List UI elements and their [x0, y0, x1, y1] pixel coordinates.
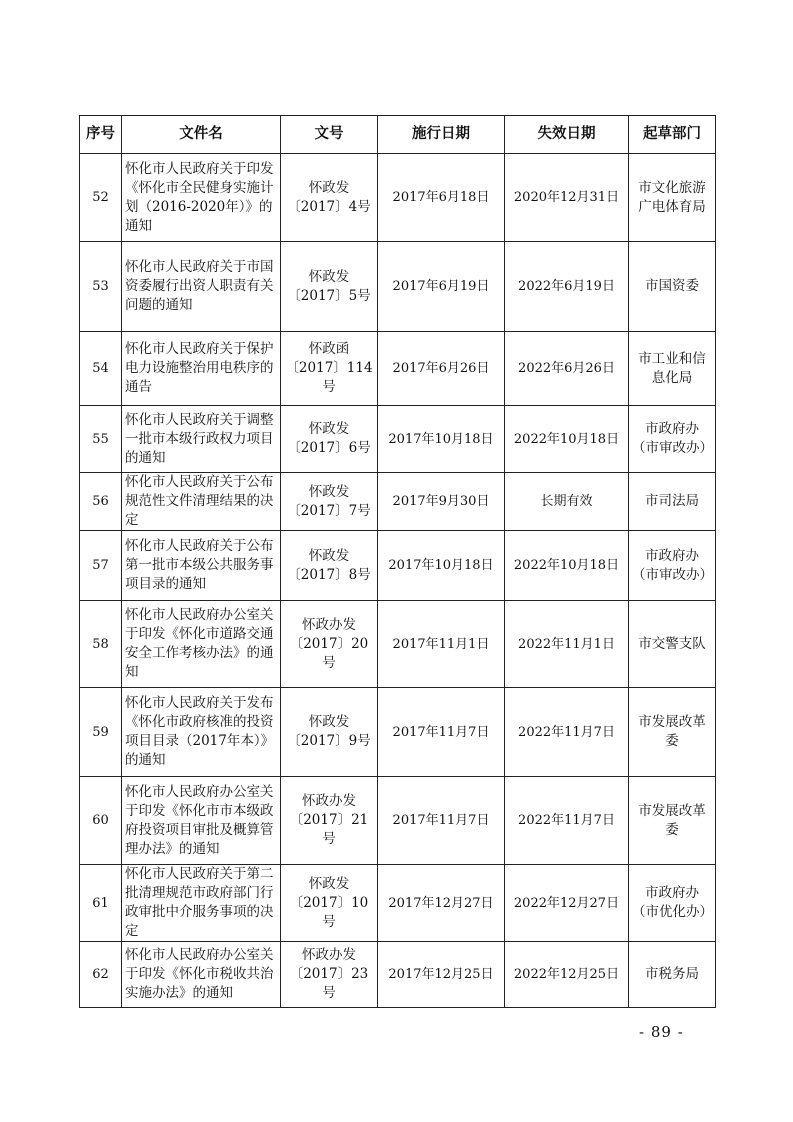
cell-doc-number: 怀政发〔2017〕5号 — [281, 242, 378, 332]
cell-expiry-date: 2022年12月25日 — [505, 942, 629, 1008]
cell-doc-number: 怀政发〔2017〕7号 — [281, 473, 378, 531]
header-drafting-dept: 起草部门 — [629, 116, 716, 154]
cell-doc-number: 怀政办发〔2017〕21号 — [281, 777, 378, 865]
cell-doc-number: 怀政发〔2017〕10号 — [281, 865, 378, 942]
cell-drafting-dept: 市交警支队 — [629, 601, 716, 688]
cell-drafting-dept: 市国资委 — [629, 242, 716, 332]
table-row — [80, 531, 716, 601]
cell-effective-date: 2017年10月18日 — [378, 406, 505, 473]
cell-effective-date: 2017年6月18日 — [378, 154, 505, 242]
header-effective-date: 施行日期 — [378, 116, 505, 154]
cell-seq: 54 — [80, 332, 122, 406]
cell-seq: 57 — [80, 531, 122, 601]
cell-file-name: 怀化市人民政府关于保护电力设施整治用电秩序的通告 — [122, 332, 281, 406]
cell-expiry-date: 2022年11月1日 — [505, 601, 629, 688]
cell-drafting-dept: 市政府办（市优化办） — [629, 865, 716, 942]
cell-expiry-date: 2020年12月31日 — [505, 154, 629, 242]
cell-drafting-dept: 市发展改革委 — [629, 688, 716, 777]
cell-drafting-dept: 市文化旅游广电体育局 — [629, 154, 716, 242]
cell-drafting-dept: 市发展改革委 — [629, 777, 716, 865]
cell-expiry-date: 2022年10月18日 — [505, 406, 629, 473]
cell-expiry-date: 2022年6月26日 — [505, 332, 629, 406]
header-expiry-date: 失效日期 — [505, 116, 629, 154]
cell-effective-date: 2017年6月26日 — [378, 332, 505, 406]
table-row — [80, 601, 716, 688]
cell-drafting-dept: 市政府办（市审改办） — [629, 531, 716, 601]
page-number: - 89 - — [639, 1023, 684, 1041]
cell-effective-date: 2017年6月19日 — [378, 242, 505, 332]
cell-file-name: 怀化市人民政府关于发布《怀化市政府核准的投资项目目录（2017年本）》的通知 — [122, 688, 281, 777]
cell-drafting-dept: 市工业和信息化局 — [629, 332, 716, 406]
cell-file-name: 怀化市人民政府办公室关于印发《怀化市道路交通安全工作考核办法》的通知 — [122, 601, 281, 688]
cell-seq: 56 — [80, 473, 122, 531]
cell-file-name: 怀化市人民政府关于第二批清理规范市政府部门行政审批中介服务事项的决定 — [122, 865, 281, 942]
cell-doc-number: 怀政函〔2017〕114号 — [281, 332, 378, 406]
cell-seq: 61 — [80, 865, 122, 942]
cell-doc-number: 怀政发〔2017〕8号 — [281, 531, 378, 601]
cell-doc-number: 怀政发〔2017〕4号 — [281, 154, 378, 242]
cell-effective-date: 2017年12月25日 — [378, 942, 505, 1008]
regulation-table — [79, 115, 716, 1008]
header-file-name: 文件名 — [122, 116, 281, 154]
cell-effective-date: 2017年10月18日 — [378, 531, 505, 601]
cell-expiry-date: 2022年12月27日 — [505, 865, 629, 942]
table-row — [80, 406, 716, 473]
table-row — [80, 242, 716, 332]
table-row — [80, 154, 716, 242]
cell-seq: 60 — [80, 777, 122, 865]
cell-seq: 59 — [80, 688, 122, 777]
cell-seq: 55 — [80, 406, 122, 473]
table-row — [80, 865, 716, 942]
table-row — [80, 332, 716, 406]
cell-expiry-date: 长期有效 — [505, 473, 629, 531]
table-row — [80, 473, 716, 531]
cell-file-name: 怀化市人民政府关于公布规范性文件清理结果的决定 — [122, 473, 281, 531]
cell-seq: 58 — [80, 601, 122, 688]
cell-effective-date: 2017年11月7日 — [378, 777, 505, 865]
cell-effective-date: 2017年11月1日 — [378, 601, 505, 688]
cell-expiry-date: 2022年6月19日 — [505, 242, 629, 332]
cell-file-name: 怀化市人民政府关于印发《怀化市全民健身实施计划（2016-2020年）》的通知 — [122, 154, 281, 242]
cell-drafting-dept: 市政府办（市审改办） — [629, 406, 716, 473]
header-row — [80, 116, 716, 154]
cell-file-name: 怀化市人民政府关于公布第一批市本级公共服务事项目录的通知 — [122, 531, 281, 601]
cell-doc-number: 怀政办发〔2017〕20号 — [281, 601, 378, 688]
cell-expiry-date: 2022年10月18日 — [505, 531, 629, 601]
cell-drafting-dept: 市税务局 — [629, 942, 716, 1008]
header-doc-number: 文号 — [281, 116, 378, 154]
table-row — [80, 942, 716, 1008]
cell-seq: 52 — [80, 154, 122, 242]
cell-expiry-date: 2022年11月7日 — [505, 688, 629, 777]
cell-effective-date: 2017年11月7日 — [378, 688, 505, 777]
cell-file-name: 怀化市人民政府办公室关于印发《怀化市市本级政府投资项目审批及概算管理办法》的通知 — [122, 777, 281, 865]
cell-file-name: 怀化市人民政府关于市国资委履行出资人职责有关问题的通知 — [122, 242, 281, 332]
header-seq: 序号 — [80, 116, 122, 154]
cell-effective-date: 2017年12月27日 — [378, 865, 505, 942]
cell-seq: 53 — [80, 242, 122, 332]
cell-effective-date: 2017年9月30日 — [378, 473, 505, 531]
cell-doc-number: 怀政发〔2017〕9号 — [281, 688, 378, 777]
cell-doc-number: 怀政发〔2017〕6号 — [281, 406, 378, 473]
cell-file-name: 怀化市人民政府办公室关于印发《怀化市税收共治实施办法》的通知 — [122, 942, 281, 1008]
cell-file-name: 怀化市人民政府关于调整一批市本级行政权力项目的通知 — [122, 406, 281, 473]
cell-drafting-dept: 市司法局 — [629, 473, 716, 531]
cell-seq: 62 — [80, 942, 122, 1008]
cell-doc-number: 怀政办发〔2017〕23号 — [281, 942, 378, 1008]
table-row — [80, 777, 716, 865]
table-row — [80, 688, 716, 777]
cell-expiry-date: 2022年11月7日 — [505, 777, 629, 865]
